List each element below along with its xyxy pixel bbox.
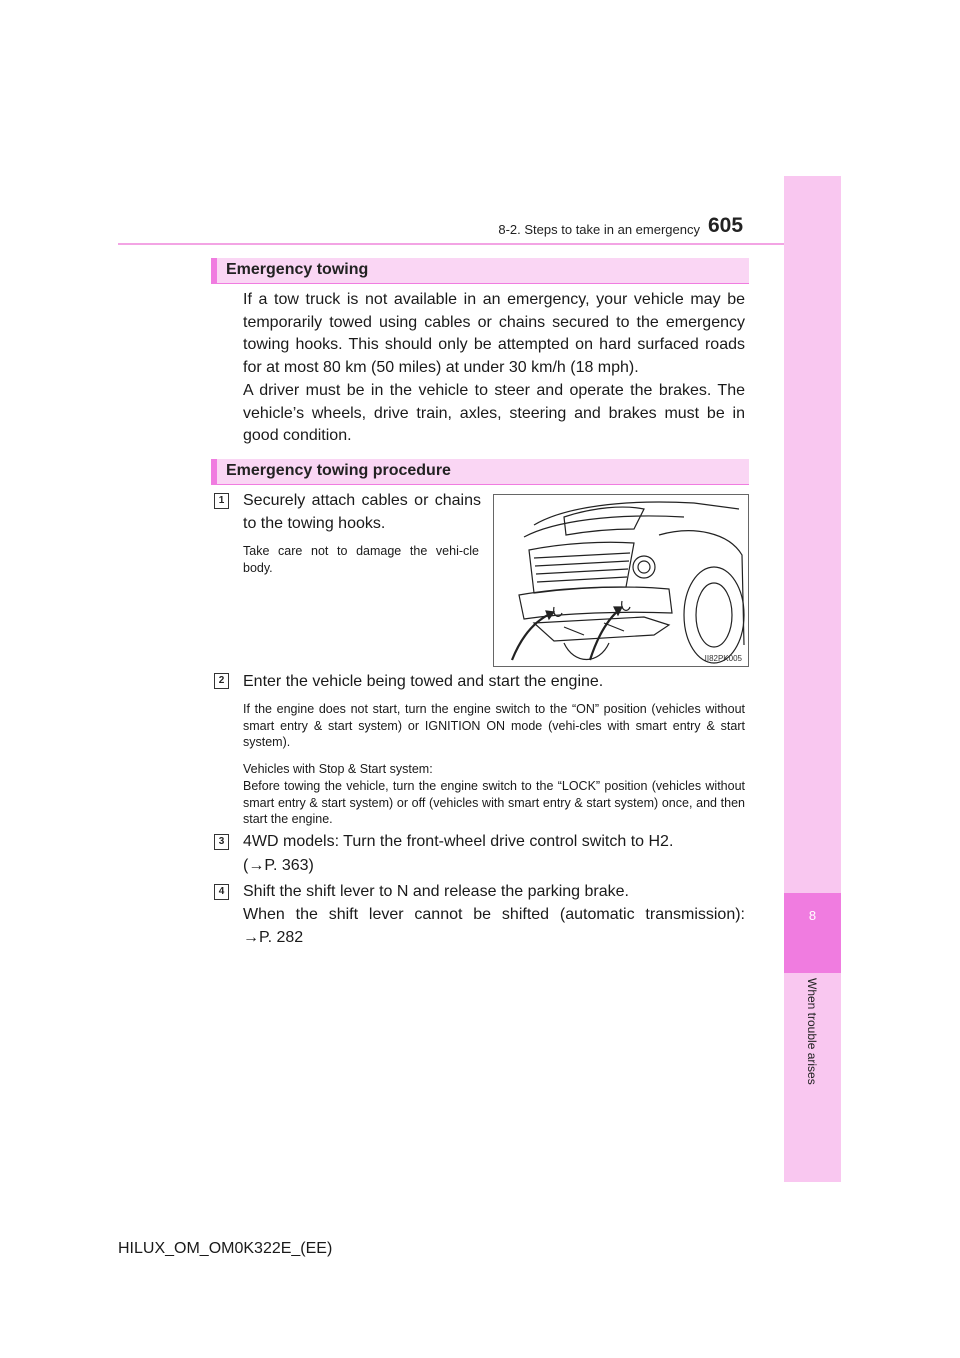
chapter-number-block [784, 893, 841, 973]
header-section-title: 8-2. Steps to take in an emergency [498, 222, 700, 237]
step-number-3: 3 [214, 834, 229, 850]
step-1-text: Securely attach cables or chains to the towing hooks. [243, 492, 481, 532]
header-rule [118, 243, 784, 245]
chapter-title-wrap [786, 978, 838, 1128]
page-number: 605 [708, 214, 744, 237]
chapter-number: 8 [808, 908, 817, 923]
paragraph-intro: If a tow truck is not available in an emergency, your vehicle may be temporarily towed using cables or chains secured to the emergency towing hooks. This should only be attempted on hard surfaced roads for at most 80 km (50 miles) at under 30 km/h (18 mph). [243, 291, 745, 376]
figure-code: II82PK005 [704, 654, 742, 663]
heading-towing-procedure: Emergency towing procedure [211, 459, 749, 485]
step-number-1: 1 [214, 493, 229, 509]
step-number-4: 4 [214, 884, 229, 900]
step-3-text: 4WD models: Turn the front-wheel drive control switch to H2. [243, 833, 674, 850]
vehicle-front-towing-hooks-icon [494, 495, 748, 666]
step-3-ref: (→P. 363) [243, 857, 314, 874]
heading-emergency-towing: Emergency towing [211, 258, 749, 284]
towing-hooks-figure [493, 494, 749, 667]
step-number-2: 2 [214, 673, 229, 689]
chapter-title: When trouble arises [805, 978, 819, 1085]
step-1-note: Take care not to damage the vehi-cle body. [243, 544, 479, 575]
step-4-text: Shift the shift lever to N and release the parking brake. [243, 883, 629, 900]
step-4-text-2: When the shift lever cannot be shifted (automatic transmission): [243, 906, 745, 923]
step-2-note-2: Vehicles with Stop & Start system: [243, 762, 433, 776]
footer-doc-id: HILUX_OM_OM0K322E_(EE) [118, 1240, 333, 1257]
paragraph-driver: A driver must be in the vehicle to steer and operate the brakes. The vehicle’s wheels, drive train, axles, steering and brakes must be in good condition. [243, 382, 745, 445]
step-4-ref: →P. 282 [243, 929, 304, 946]
step-2-text: Enter the vehicle being towed and start the engine. [243, 673, 604, 690]
step-2-note-3: Before towing the vehicle, turn the engine switch to the “LOCK” position (vehicles without smart entry & start system) or off (vehicles with smart entry & start system) once, and then start the engine. [243, 779, 745, 826]
step-2-note-1: If the engine does not start, turn the engine switch to the “ON” position (vehicles without smart entry & start system) or IGNITION ON mode (vehi-cles with smart entry & start system). [243, 702, 745, 749]
